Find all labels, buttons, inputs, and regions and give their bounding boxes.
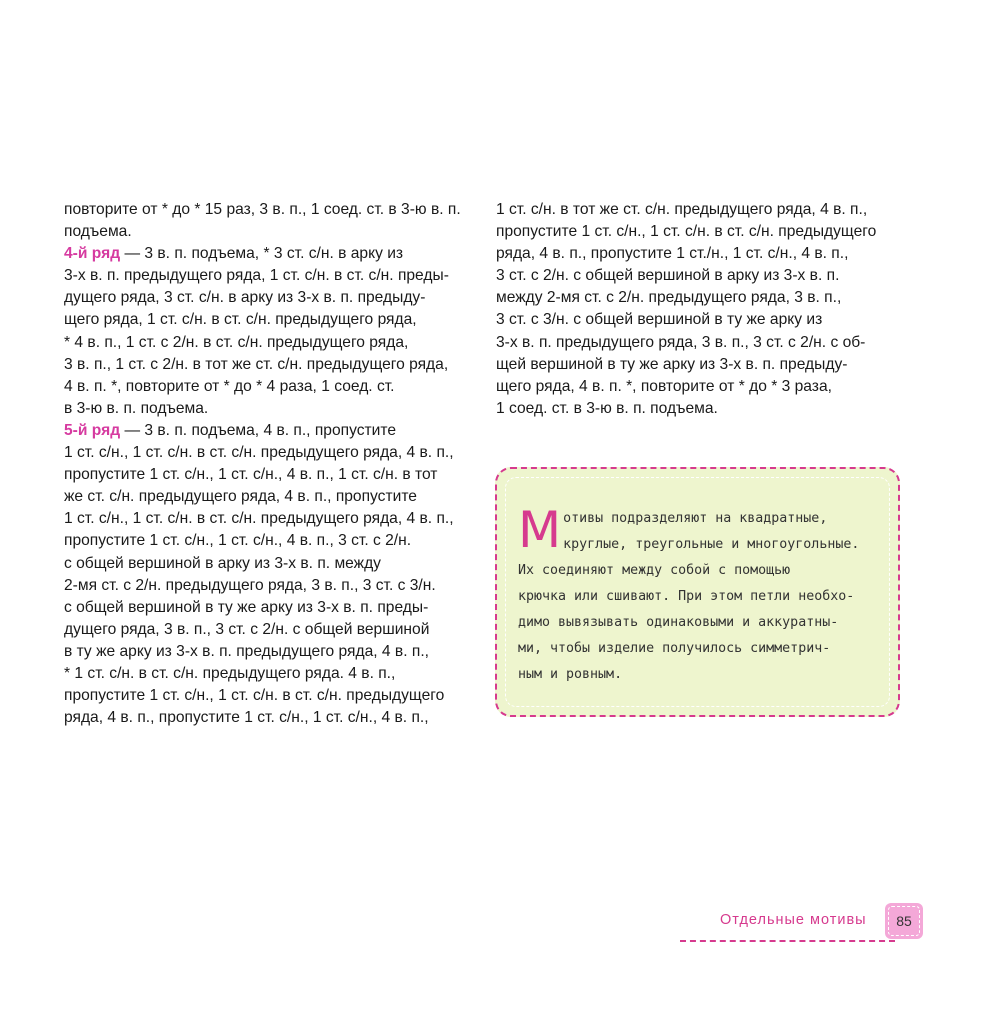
text-line: дущего ряда, 3 в. п., 3 ст. с 2/н. с общей вершиной — [64, 620, 430, 638]
text-line: пропустите 1 ст. с/н., 1 ст. с/н., 4 в. п., 3 ст. с 2/н. — [64, 532, 412, 550]
text-line: подъема. — [64, 223, 132, 241]
left-column — [64, 199, 484, 729]
text-line — [64, 420, 484, 442]
right-column — [496, 199, 916, 420]
footer-section-title: Отдельные мотивы — [720, 912, 867, 928]
note-text — [518, 501, 888, 688]
text-line: 1 ст. с/н., 1 ст. с/н. в ст. с/н. предыдущего ряда, 4 в. п., — [64, 510, 454, 528]
row-4-label: 4-й ряд — [64, 245, 121, 263]
note-line: Их соединяют между собой с помощью — [518, 563, 791, 578]
text-line: в 3-ю в. п. подъема. — [64, 399, 209, 417]
text-line: 3-х в. п. предыдущего ряда, 1 ст. с/н. в ст. с/н. преды- — [64, 267, 449, 285]
text-line: с общей вершиной в арку из 3-х в. п. между — [64, 554, 381, 572]
text-line: пропустите 1 ст. с/н., 1 ст. с/н. в ст. с/н. предыдущего — [64, 687, 445, 705]
text-line — [64, 243, 484, 265]
text-line: же ст. с/н. предыдущего ряда, 4 в. п., пропустите — [64, 488, 417, 506]
note-drop-cap: М — [518, 501, 562, 559]
text-line: дущего ряда, 3 ст. с/н. в арку из 3-х в. п. предыду- — [64, 289, 426, 307]
note-line: отивы подразделяют на квадратные, — [563, 511, 828, 526]
text-line: между 2-мя ст. с 2/н. предыдущего ряда, 3 в. п., — [496, 289, 842, 307]
text-line: щей вершиной в ту же арку из 3-х в. п. предыду- — [496, 355, 848, 373]
text-line: * 4 в. п., 1 ст. с 2/н. в ст. с/н. предыдущего ряда, — [64, 333, 409, 351]
text-line: * 1 ст. с/н. в ст. с/н. предыдущего ряда. 4 в. п., — [64, 664, 396, 682]
page-number: 85 — [888, 906, 920, 936]
text-line-rest: — 3 в. п. подъема, * 3 ст. с/н. в арку из — [124, 245, 404, 263]
note-line: ным и ровным. — [518, 667, 623, 682]
text-line: 4 в. п. *, повторите от * до * 4 раза, 1 соед. ст. — [64, 377, 395, 395]
text-line: 3 ст. с 3/н. с общей вершиной в ту же арку из — [496, 311, 823, 329]
text-line: с общей вершиной в ту же арку из 3-х в. п. преды- — [64, 598, 429, 616]
text-line: 1 ст. с/н., 1 ст. с/н. в ст. с/н. предыдущего ряда, 4 в. п., — [64, 444, 454, 462]
text-line: 3-х в. п. предыдущего ряда, 3 в. п., 3 ст. с 2/н. с об- — [496, 333, 866, 351]
text-line: 1 ст. с/н. в тот же ст. с/н. предыдущего ряда, 4 в. п., — [496, 201, 868, 218]
text-line: щего ряда, 1 ст. с/н. в ст. с/н. предыдущего ряда, — [64, 311, 417, 329]
row-5-label: 5-й ряд — [64, 421, 121, 439]
text-line: пропустите 1 ст. с/н., 1 ст. с/н., 4 в. п., 1 ст. с/н. в тот — [64, 466, 438, 484]
footer-dashed-rule — [680, 940, 895, 942]
text-line: ряда, 4 в. п., пропустите 1 ст. с/н., 1 ст. с/н., 4 в. п., — [64, 709, 429, 727]
text-line: щего ряда, 4 в. п. *, повторите от * до * 3 раза, — [496, 377, 832, 395]
note-line: крючка или сшивают. При этом петли необхо- — [518, 589, 855, 604]
text-line-rest: — 3 в. п. подъема, 4 в. п., пропустите — [124, 421, 396, 439]
note-line: ми, чтобы изделие получилось симметрич- — [518, 641, 831, 656]
text-line: 1 соед. ст. в 3-ю в. п. подъема. — [496, 399, 718, 417]
text-line: 3 в. п., 1 ст. с 2/н. в тот же ст. с/н. предыдущего ряда, — [64, 355, 449, 373]
page-number-badge — [885, 903, 923, 939]
note-line: круглые, треугольные и многоугольные. — [563, 537, 860, 552]
text-line: ряда, 4 в. п., пропустите 1 ст./н., 1 ст. с/н., 4 в. п., — [496, 245, 849, 263]
text-line: пропустите 1 ст. с/н., 1 ст. с/н. в ст. с/н. предыдущего — [496, 223, 877, 241]
note-line: димо вывязывать одинаковыми и аккуратны- — [518, 615, 839, 630]
text-line: повторите от * до * 15 раз, 3 в. п., 1 соед. ст. в 3-ю в. п. — [64, 201, 461, 218]
text-line: в ту же арку из 3-х в. п. предыдущего ряда, 4 в. п., — [64, 642, 429, 660]
text-line: 3 ст. с 2/н. с общей вершиной в арку из 3-х в. п. — [496, 267, 840, 285]
text-line: 2-мя ст. с 2/н. предыдущего ряда, 3 в. п., 3 ст. с 3/н. — [64, 576, 436, 594]
